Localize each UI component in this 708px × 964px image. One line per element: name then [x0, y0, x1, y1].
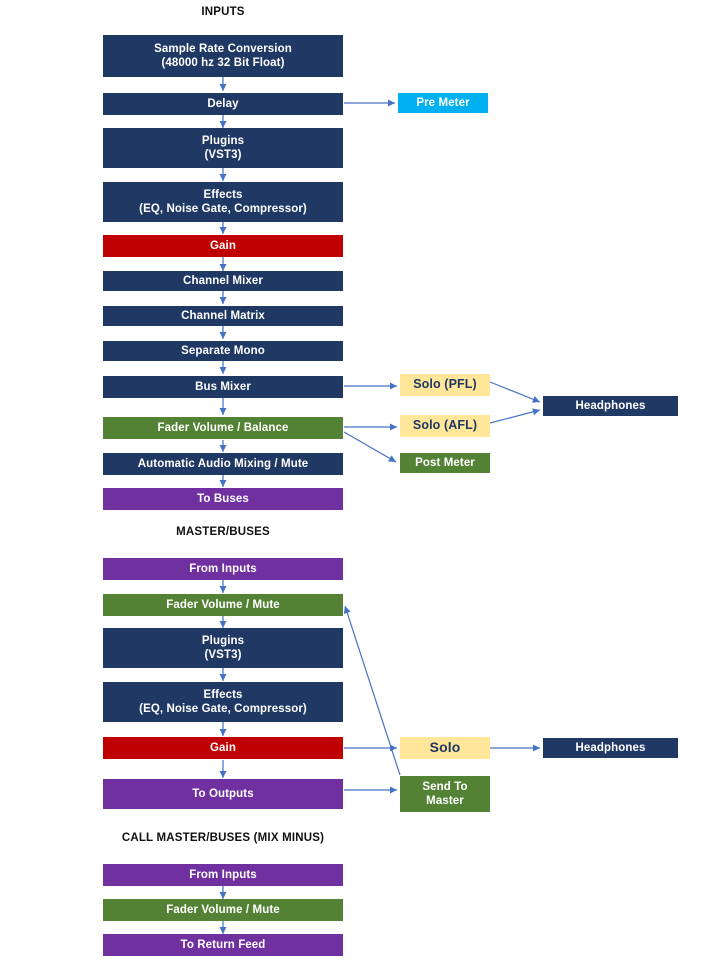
node-label: Effects [203, 688, 243, 701]
node-label: To Outputs [192, 787, 254, 800]
node-to-outputs[interactable] [103, 779, 343, 809]
node-pre-meter[interactable] [398, 93, 488, 113]
node-gain-master[interactable] [103, 737, 343, 759]
node-gain-inputs[interactable] [103, 235, 343, 257]
node-label: Sample Rate Conversion [154, 42, 292, 55]
node-label: To Return Feed [180, 938, 266, 951]
node-label: Plugins [201, 634, 245, 647]
node-label: Headphones [575, 741, 646, 754]
node-label: Solo (PFL) [413, 377, 477, 392]
node-label: Gain [210, 741, 236, 754]
node-sublabel: (48000 hz 32 Bit Float) [161, 57, 285, 69]
node-label: Pre Meter [416, 96, 470, 109]
node-channel-matrix[interactable] [103, 306, 343, 326]
node-label: From Inputs [189, 562, 257, 575]
section-title-callmaster: CALL MASTER/BUSES (MIX MINUS) [121, 832, 325, 844]
node-channel-mixer[interactable] [103, 271, 343, 291]
node-headphones-master[interactable] [543, 738, 678, 758]
node-sublabel: (EQ, Noise Gate, Compressor) [139, 703, 307, 715]
node-label: Solo [429, 739, 461, 756]
node-label: Delay [207, 97, 239, 110]
node-effects-master[interactable] [103, 682, 343, 722]
node-post-meter[interactable] [400, 453, 490, 473]
node-effects-inputs[interactable] [103, 182, 343, 222]
node-label: Automatic Audio Mixing / Mute [137, 457, 309, 470]
node-sublabel: (VST3) [204, 649, 242, 661]
node-label: Plugins [201, 134, 245, 147]
node-label: Channel Matrix [181, 309, 265, 322]
node-label: Fader Volume / Balance [157, 421, 289, 434]
node-send-to-master[interactable] [400, 776, 490, 812]
node-label: Channel Mixer [183, 274, 263, 287]
node-fader-volume-mute-master[interactable] [103, 594, 343, 616]
node-sublabel: (VST3) [204, 149, 242, 161]
node-from-inputs-master[interactable] [103, 558, 343, 580]
node-bus-mixer[interactable] [103, 376, 343, 398]
node-fader-volume-mute-callmaster[interactable] [103, 899, 343, 921]
node-from-inputs-callmaster[interactable] [103, 864, 343, 886]
section-title-inputs: INPUTS [201, 6, 245, 18]
node-sublabel: (EQ, Noise Gate, Compressor) [139, 203, 307, 215]
node-label: Bus Mixer [195, 380, 251, 393]
node-headphones-inputs[interactable] [543, 396, 678, 416]
node-label: Effects [203, 188, 243, 201]
node-label: To Buses [197, 492, 249, 505]
node-solo-master[interactable] [400, 737, 490, 759]
node-label: Fader Volume / Mute [166, 598, 280, 611]
node-label: Gain [210, 239, 236, 252]
node-label: Fader Volume / Mute [166, 903, 280, 916]
node-fader-volume-balance[interactable] [103, 417, 343, 439]
node-label: From Inputs [189, 868, 257, 881]
node-sublabel: Master [426, 795, 464, 807]
node-separate-mono[interactable] [103, 341, 343, 361]
node-plugins-master[interactable] [103, 628, 343, 668]
node-sample-rate-conversion[interactable] [103, 35, 343, 77]
node-solo-pfl[interactable] [400, 374, 490, 396]
node-label: Send To [422, 780, 468, 793]
node-delay[interactable] [103, 93, 343, 115]
node-to-return-feed[interactable] [103, 934, 343, 956]
node-label: Headphones [575, 399, 646, 412]
node-plugins-inputs[interactable] [103, 128, 343, 168]
node-label: Solo (AFL) [412, 418, 478, 433]
node-to-buses[interactable] [103, 488, 343, 510]
node-label: Separate Mono [181, 344, 265, 357]
node-label: Post Meter [415, 456, 475, 469]
section-title-master: MASTER/BUSES [176, 526, 270, 538]
node-solo-afl[interactable] [400, 415, 490, 437]
node-automatic-audio-mixing-mute[interactable] [103, 453, 343, 475]
